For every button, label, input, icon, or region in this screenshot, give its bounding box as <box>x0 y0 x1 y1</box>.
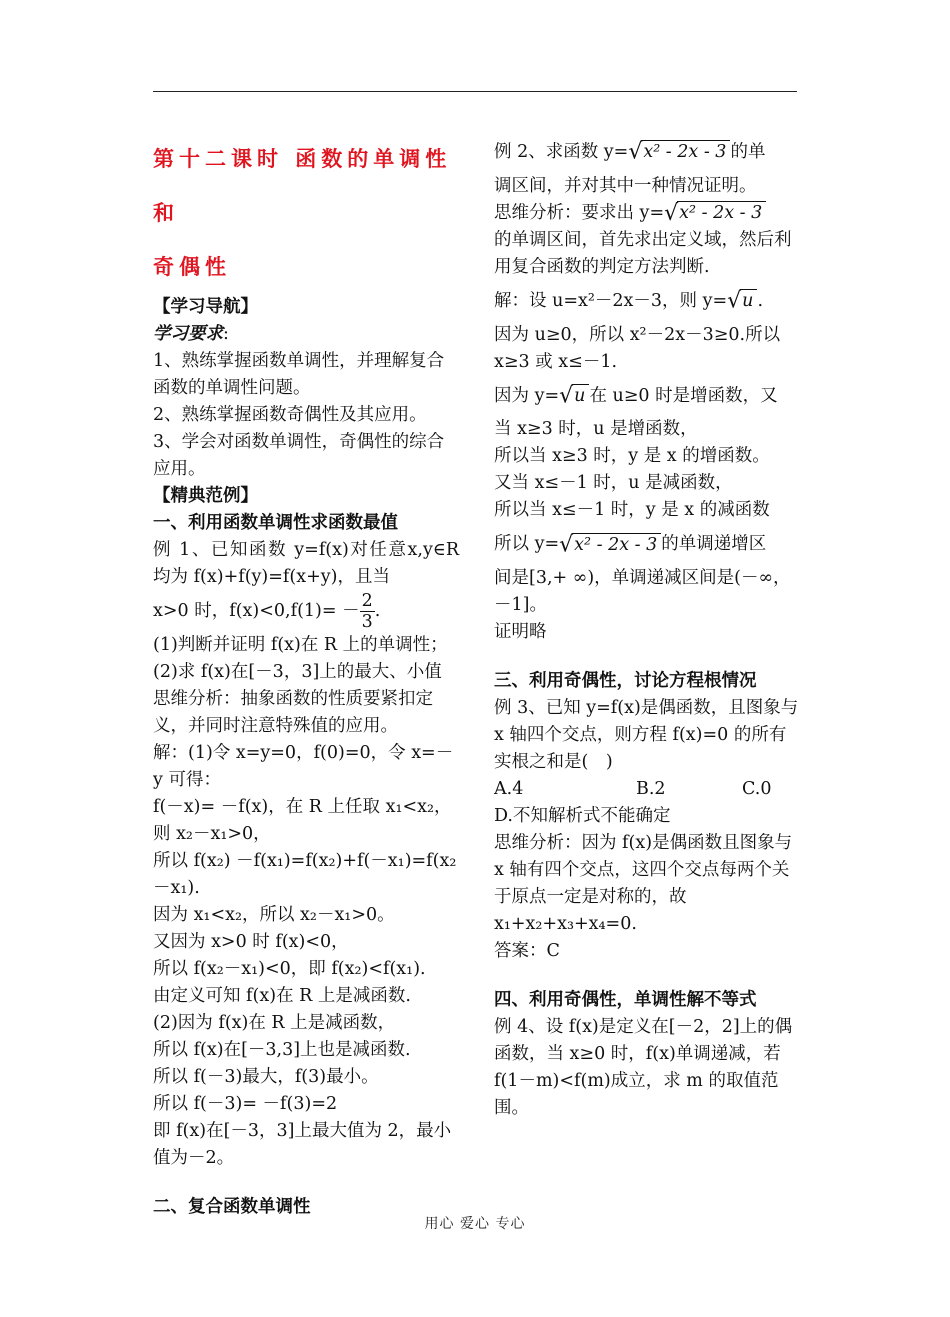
section-4-title: 四、利用奇偶性，单调性解不等式 <box>494 990 757 1010</box>
solution-line: 证明略 <box>494 622 547 642</box>
lesson-title-line2: 奇偶性 <box>153 254 231 279</box>
solution-line: 所以 f(x)在[－3,3]上也是减函数. <box>153 1040 411 1060</box>
solution-line: (2)因为 f(x)在 R 上是减函数， <box>153 1013 396 1033</box>
nav-heading: 【学习导航】 <box>153 297 258 317</box>
example-2-solution: 解：设 u=x²－2x－3，则 y=√u . <box>494 281 799 322</box>
solution-line: 又因为 x>0 时 f(x)<0， <box>153 932 349 952</box>
solution-line: 所以当 x≤－1 时，y 是 x 的减函数 <box>494 500 770 521</box>
example-1-question-1: (1)判断并证明 f(x)在 R 上的单调性； <box>153 635 448 655</box>
solution-line: 解：(1)令 x=y=0，f(0)=0，令 x=－y 可得： <box>153 743 454 790</box>
solution-line: 由定义可知 f(x)在 R 上是减函数. <box>153 986 411 1006</box>
solution-line: 间是[3,+ ∞)，单调递减区间是(－∞，－1]。 <box>494 568 791 615</box>
option-d: D.不知解析式不能确定 <box>494 806 671 826</box>
fraction: $\frac{2}{3}$ <box>361 591 373 632</box>
example-4-text: 例 4、设 f(x)是定义在[－2，2]上的偶函数，当 x≥0 时，f(x)单调递减，若 f(1－m)<f(m)成立，求 m 的取值范围。 <box>494 1017 793 1118</box>
solution-line: 所以 f(x₂) －f(x₁)=f(x₂)+f(－x₁)=f(x₂－x₁). <box>153 851 457 898</box>
solution-line: 因为 x₁<x₂，所以 x₂－x₁>0。 <box>153 905 395 925</box>
solution-line: 即 f(x)在[－3，3]上最大值为 2，最小值为－2。 <box>153 1121 452 1168</box>
example-1-question-2: (2)求 f(x)在[－3，3]上的最大、小值 <box>153 662 442 682</box>
sqrt-u: √u <box>727 281 757 322</box>
solution-line: 所以当 x≥3 时，y 是 x 的增函数。 <box>494 446 770 467</box>
solution-line: 又当 x≤－1 时，u 是减函数， <box>494 473 733 494</box>
solution-line: 当 x≥3 时，u 是增函数， <box>494 419 698 440</box>
example-3-options <box>494 776 799 803</box>
option-a: A.4 <box>494 779 524 799</box>
section-3-title: 三、利用奇偶性，讨论方程根情况 <box>494 671 757 691</box>
requirement-1: 1、熟练掌握函数单调性，并理解复合函数的单调性问题。 <box>153 351 445 398</box>
sqrt-expression: √x² - 2x - 3 <box>664 200 766 227</box>
solution-line: 因为 y=√u 在 u≥0 时是增函数，又 <box>494 376 799 417</box>
left-column <box>153 132 459 1221</box>
option-b: B.2 <box>636 779 666 799</box>
requirement-2: 2、熟练掌握函数奇偶性及其应用。 <box>153 405 427 425</box>
example-1-analysis: 思维分析：抽象函数的性质要紧扣定义，并同时注意特殊值的应用。 <box>153 689 433 736</box>
example-2-analysis: 思维分析：要求出 y=√x² - 2x - 3 的单调区间，首先求出定义域，然后利用复合函数的判定方法判断. <box>494 200 792 277</box>
right-column <box>494 132 799 1122</box>
section-1-title: 一、利用函数单调性求函数最值 <box>153 513 398 533</box>
requirements-label: 学习要求: <box>153 324 229 344</box>
header-rule <box>153 91 797 92</box>
example-1-text: 例 1、已知函数 y=f(x)对任意x,y∈R 均为 f(x)+f(y)=f(x+y)，且当 <box>153 540 459 587</box>
sqrt-expression: √x² - 2x - 3 <box>628 132 730 173</box>
solution-line: 所以 f(－3)= －f(3)=2 <box>153 1094 338 1114</box>
page-footer: 用心 爱心 专心 <box>424 1216 526 1232</box>
sqrt-expression: √x² - 2x - 3 <box>559 525 661 566</box>
example-3-analysis: 思维分析：因为 f(x)是偶函数且图象与 x 轴有四个交点，这四个交点每两个关于原点一定是对称的，故 x₁+x₂+x₃+x₄=0. <box>494 833 793 934</box>
example-1-condition: x>0 时，f(x)<0,f(1)= － $\frac{2}{3}$ . <box>153 591 381 632</box>
examples-heading: 【精典范例】 <box>153 486 258 506</box>
solution-line: 所以 f(x₂－x₁)<0，即 f(x₂)<f(x₁). <box>153 959 426 979</box>
example-3-text: 例 3、已知 y=f(x)是偶函数，且图象与 x 轴四个交点，则方程 f(x)=0 的所有实根之和是( ) <box>494 698 799 772</box>
requirement-3: 3、学会对函数单调性，奇偶性的综合应用。 <box>153 432 445 479</box>
example-2-text-cont: 调区间，并对其中一种情况证明。 <box>494 175 757 196</box>
solution-line: f(－x)= －f(x)，在 R 上任取 x₁<x₂，则 x₂－x₁>0， <box>153 797 452 844</box>
example-2-text: 例 2、求函数 y=√x² - 2x - 3 的单 <box>494 132 799 173</box>
solution-line: 因为 u≥0，所以 x²－2x－3≥0.所以 x≥3 或 x≤－1. <box>494 324 781 372</box>
solution-line: 所以 f(－3)最大，f(3)最小。 <box>153 1067 379 1087</box>
section-2-title: 二、复合函数单调性 <box>153 1197 311 1217</box>
solution-line: 所以 y=√x² - 2x - 3 的单调递增区 <box>494 524 799 565</box>
lesson-title-line1: 第十二课时 函数的单调性和 <box>153 146 452 225</box>
sqrt-u: √u <box>559 376 589 417</box>
option-c: C.0 <box>742 779 772 799</box>
example-3-answer: 答案：C <box>494 941 560 961</box>
